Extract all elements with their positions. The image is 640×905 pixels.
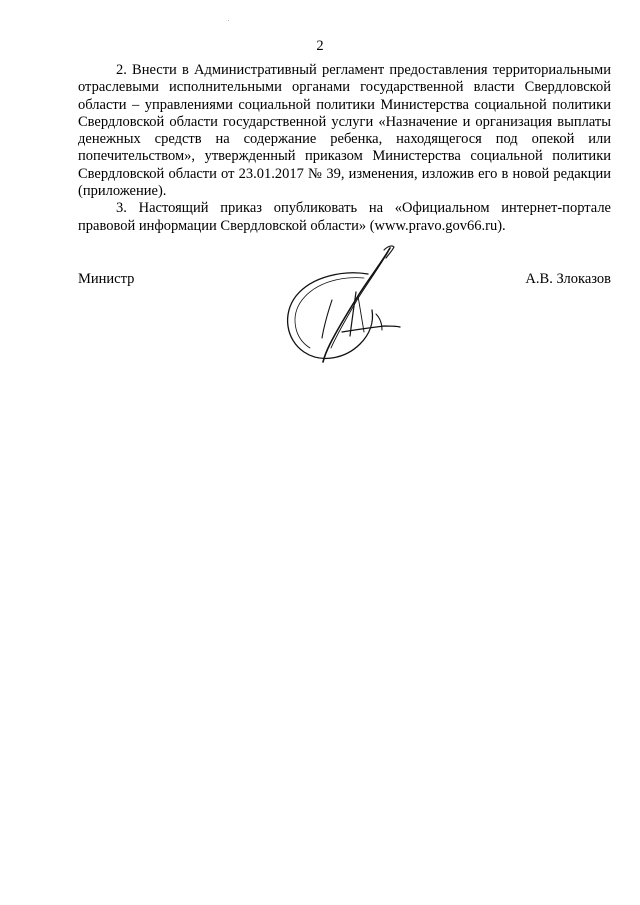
handwritten-signature-icon [272, 240, 422, 370]
page-number: 2 [316, 38, 324, 54]
signatory-name: А.В. Злоказов [525, 271, 611, 287]
paragraph-item-2: 2. Внести в Административный регламент предоставления территориальными отраслевыми исполнительными органами государственной власти Свердловской области – управлениями социальной политики Министерства социальной политики Свердловской области государственной услуги «Назначение и организация выплаты денежных средств на содержание ребенка, находящегося под опекой или попечительством», утвержденный приказом Министерства социальной политики Свердловской области от 23.01.2017 № 39, изменения, изложив его в новой редакции (приложение). [78, 62, 611, 200]
position-label: Министр [78, 271, 135, 287]
paragraph-item-3: 3. Настоящий приказ опубликовать на «Официальном интернет-портале правовой информации Свердловской области» (www.pravo.gov66.ru). [78, 200, 611, 234]
scan-artifact [228, 20, 229, 21]
document-body [78, 62, 611, 235]
